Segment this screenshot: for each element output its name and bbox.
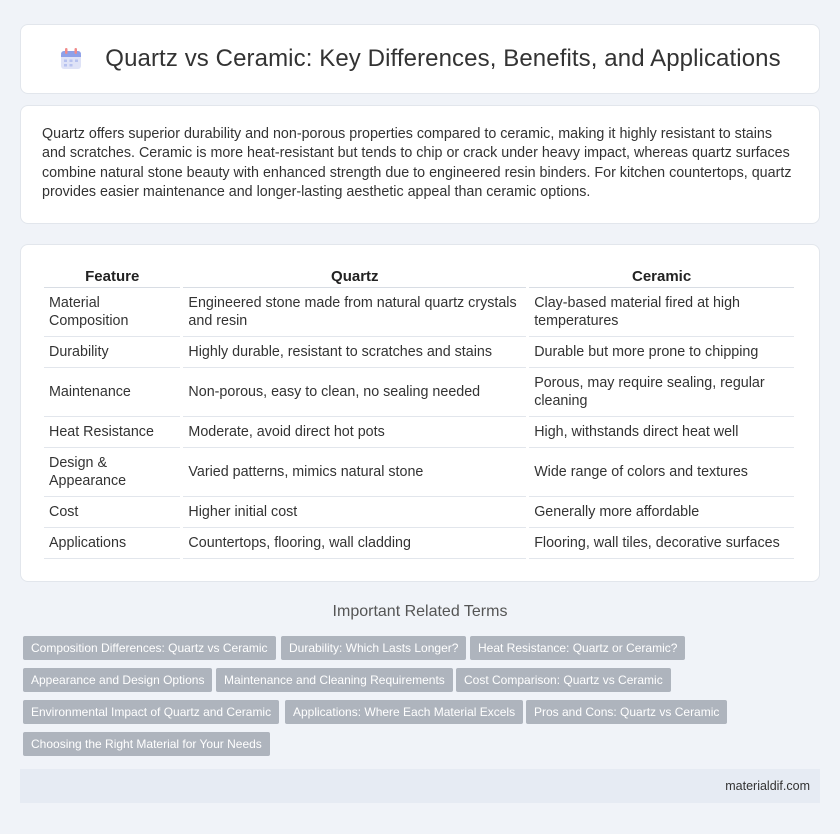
quartz-cell: Engineered stone made from natural quartz crystals and resin: [183, 288, 526, 337]
table-header-row: [44, 265, 794, 288]
site-name[interactable]: materialdif.com: [725, 779, 810, 793]
header-ceramic: Ceramic: [529, 265, 794, 288]
feature-cell: Material Composition: [44, 288, 180, 337]
header-feature: Feature: [44, 265, 180, 288]
page-footer: [20, 769, 820, 803]
header-quartz: Quartz: [183, 265, 526, 288]
table-row: [44, 448, 794, 497]
ceramic-cell: Flooring, wall tiles, decorative surfaces: [529, 528, 794, 559]
related-term-tag[interactable]: Maintenance and Cleaning Requirements: [216, 668, 453, 692]
related-term-tag[interactable]: Appearance and Design Options: [23, 668, 212, 692]
calendar-icon: [59, 47, 83, 71]
quartz-cell: Higher initial cost: [183, 497, 526, 528]
ceramic-cell: Clay-based material fired at high temperatures: [529, 288, 794, 337]
related-term-tag[interactable]: Applications: Where Each Material Excels: [285, 700, 523, 724]
related-term-tag[interactable]: Environmental Impact of Quartz and Ceramic: [23, 700, 279, 724]
feature-cell: Heat Resistance: [44, 417, 180, 448]
feature-cell: Design & Appearance: [44, 448, 180, 497]
table-row: [44, 337, 794, 368]
ceramic-cell: Durable but more prone to chipping: [529, 337, 794, 368]
quartz-cell: Highly durable, resistant to scratches and stains: [183, 337, 526, 368]
ceramic-cell: Wide range of colors and textures: [529, 448, 794, 497]
related-term-tag[interactable]: Choosing the Right Material for Your Needs: [23, 732, 270, 756]
table-row: [44, 368, 794, 417]
quartz-cell: Non-porous, easy to clean, no sealing needed: [183, 368, 526, 417]
related-term-tag[interactable]: Heat Resistance: Quartz or Ceramic?: [470, 636, 685, 660]
ceramic-cell: High, withstands direct heat well: [529, 417, 794, 448]
related-term-tag[interactable]: Composition Differences: Quartz vs Ceramic: [23, 636, 276, 660]
quartz-cell: Countertops, flooring, wall cladding: [183, 528, 526, 559]
table-row: [44, 528, 794, 559]
table-row: [44, 417, 794, 448]
table-row: [44, 288, 794, 337]
feature-cell: Durability: [44, 337, 180, 368]
page-title: Quartz vs Ceramic: Key Differences, Benefits, and Applications: [105, 45, 781, 72]
related-term-tag[interactable]: Durability: Which Lasts Longer?: [281, 636, 466, 660]
related-term-tag[interactable]: Pros and Cons: Quartz vs Ceramic: [526, 700, 727, 724]
comparison-table: [41, 265, 797, 559]
quartz-cell: Moderate, avoid direct hot pots: [183, 417, 526, 448]
feature-cell: Applications: [44, 528, 180, 559]
related-term-tag[interactable]: Cost Comparison: Quartz vs Ceramic: [456, 668, 671, 692]
ceramic-cell: Generally more affordable: [529, 497, 794, 528]
page-header: [20, 24, 820, 94]
quartz-cell: Varied patterns, mimics natural stone: [183, 448, 526, 497]
comparison-table-card: [20, 244, 820, 582]
intro-section: [20, 105, 820, 224]
ceramic-cell: Porous, may require sealing, regular cleaning: [529, 368, 794, 417]
table-row: [44, 497, 794, 528]
related-terms-title: Important Related Terms: [332, 603, 508, 620]
feature-cell: Cost: [44, 497, 180, 528]
feature-cell: Maintenance: [44, 368, 180, 417]
intro-paragraph: Quartz offers superior durability and non-porous properties compared to ceramic, making it highly resistant to stains and scratches. Ceramic is more heat-resistant but tends to chip or crack under heavy impact, whereas quartz surfaces combine natural stone beauty with enhanced strength due to engineered resin binders. For kitchen countertops, quartz provides easier maintenance and longer-lasting aesthetic appeal than ceramic options.: [42, 126, 792, 200]
